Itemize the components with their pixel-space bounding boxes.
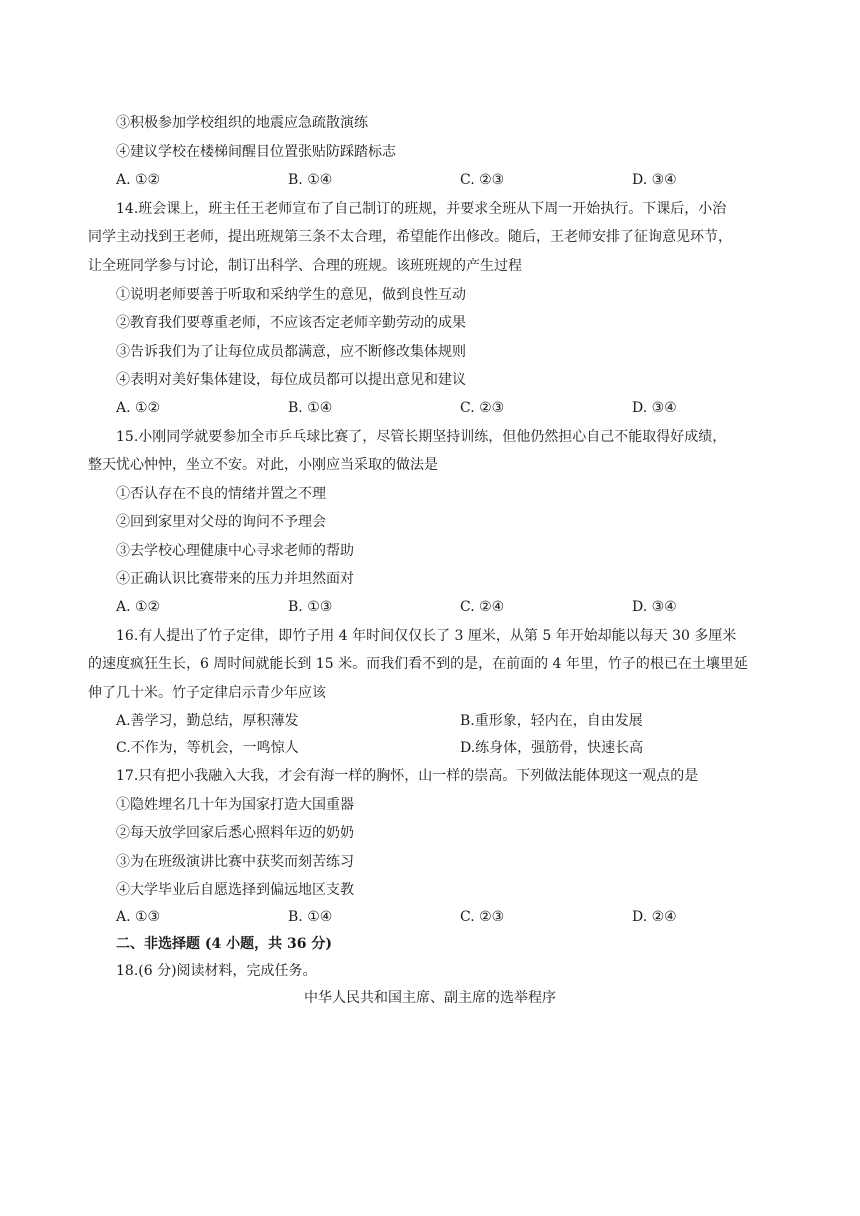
- q15-item-3: ③去学校心理健康中心寻求老师的帮助: [116, 543, 354, 559]
- q14-stem-line-2: 同学主动找到王老师，提出班规第三条不太合理，希望能作出修改。随后，王老师安排了征询意见环节，: [88, 229, 732, 245]
- q15-option-d: D. ③④: [632, 599, 677, 615]
- q14-stem-line-3: 让全班同学参与讨论，制订出科学、合理的班规。该班班规的产生过程: [88, 258, 522, 274]
- q15-item-4: ④正确认识比赛带来的压力并坦然面对: [116, 571, 354, 587]
- q17-option-a: A. ①③: [116, 909, 161, 925]
- q15-option-a: A. ①②: [116, 599, 161, 615]
- q14-item-2: ②教育我们要尊重老师，不应该否定老师辛勤劳动的成果: [116, 315, 466, 331]
- section-heading: 二、非选择题 (4 小题，共 36 分): [116, 936, 332, 952]
- q16-option-a: A.善学习，勤总结，厚积薄发: [116, 713, 299, 729]
- q17-item-3: ③为在班级演讲比赛中获奖而刻苦练习: [116, 854, 354, 870]
- material-title: 中华人民共和国主席、副主席的选举程序: [304, 990, 556, 1006]
- q14-item-3: ③告诉我们为了让每位成员都满意，应不断修改集体规则: [116, 344, 466, 360]
- q14-item-1: ①说明老师要善于听取和采纳学生的意见，做到良性互动: [116, 287, 466, 303]
- q14-option-b: B. ①④: [288, 400, 333, 416]
- q18-stem: 18.(6 分)阅读材料，完成任务。: [116, 963, 317, 979]
- q16-stem-line-2: 的速度疯狂生长，6 周时间就能长到 15 米。而我们看不到的是，在前面的 4 年里，竹子的根已在土壤里延: [88, 656, 748, 672]
- q16-option-c: C.不作为，等机会，一鸣惊人: [116, 740, 299, 756]
- q15-item-1: ①否认存在不良的情绪并置之不理: [116, 486, 326, 502]
- q16-option-d: D.练身体，强筋骨，快速长高: [460, 740, 644, 756]
- q17-item-2: ②每天放学回家后悉心照料年迈的奶奶: [116, 825, 354, 841]
- q14-option-a: A. ①②: [116, 400, 161, 416]
- q16-stem-line-1: 16.有人提出了竹子定律，即竹子用 4 年时间仅仅长了 3 厘米，从第 5 年开始却能以每天 30 多厘米: [116, 628, 737, 644]
- q15-option-b: B. ①③: [288, 599, 333, 615]
- q13-option-c: C. ②③: [460, 172, 505, 188]
- q13-option-d: D. ③④: [632, 172, 677, 188]
- q15-stem-line-2: 整天忧心忡忡，坐立不安。对此，小刚应当采取的做法是: [88, 457, 438, 473]
- q17-option-d: D. ②④: [632, 909, 677, 925]
- q14-item-4: ④表明对美好集体建设，每位成员都可以提出意见和建议: [116, 372, 466, 388]
- q17-option-c: C. ②③: [460, 909, 505, 925]
- q15-stem-line-1: 15.小刚同学就要参加全市乒乓球比赛了，尽管长期坚持训练，但他仍然担心自己不能取得好成绩，: [116, 429, 727, 445]
- q16-option-b: B.重形象，轻内在，自由发展: [460, 713, 643, 729]
- q17-stem: 17.只有把小我融入大我，才会有海一样的胸怀，山一样的崇高。下列做法能体现这一观点的是: [116, 768, 699, 784]
- q17-option-b: B. ①④: [288, 909, 333, 925]
- q14-option-c: C. ②③: [460, 400, 505, 416]
- q16-stem-line-3: 伸了几十米。竹子定律启示青少年应该: [88, 685, 326, 701]
- q14-stem-line-1: 14.班会课上，班主任王老师宣布了自己制订的班规，并要求全班从下周一开始执行。下课后，小治: [116, 201, 727, 217]
- q13-item-3: ③积极参加学校组织的地震应急疏散演练: [116, 115, 368, 131]
- q15-item-2: ②回到家里对父母的询问不予理会: [116, 514, 326, 530]
- q13-item-4: ④建议学校在楼梯间醒目位置张贴防踩踏标志: [116, 144, 396, 160]
- q14-option-d: D. ③④: [632, 400, 677, 416]
- q13-option-a: A. ①②: [116, 172, 161, 188]
- q17-item-1: ①隐姓埋名几十年为国家打造大国重器: [116, 797, 354, 813]
- q13-option-b: B. ①④: [288, 172, 333, 188]
- q15-option-c: C. ②④: [460, 599, 505, 615]
- q17-item-4: ④大学毕业后自愿选择到偏远地区支教: [116, 882, 354, 898]
